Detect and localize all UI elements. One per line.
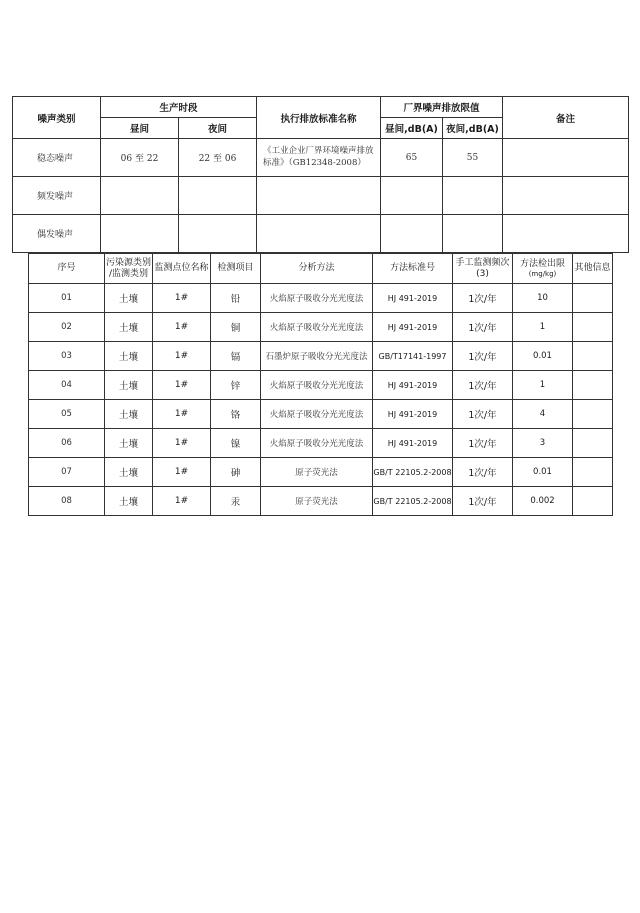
- header-frequency-line1: 手工监测频次: [455, 257, 510, 268]
- row-frequency: 1次/年: [453, 429, 513, 458]
- row-limit: 0.01: [513, 342, 573, 371]
- noise-type: 频发噪声: [13, 177, 101, 215]
- day-period: 06 至 22: [101, 139, 179, 177]
- header-source: [105, 254, 153, 284]
- header-standard-name: 执行排放标准名称: [257, 97, 381, 139]
- header-noise-type: 噪声类别: [13, 97, 101, 139]
- row-method-std: GB/T 22105.2-2008: [373, 458, 453, 487]
- row-limit: 1: [513, 313, 573, 342]
- header-boundary-limit: 厂界噪声排放限值: [381, 97, 503, 118]
- noise-limit-table: [12, 96, 629, 253]
- row-method: 火焰原子吸收分光光度法: [261, 284, 373, 313]
- row-limit: 10: [513, 284, 573, 313]
- row-method: 原子荧光法: [261, 487, 373, 516]
- row-item: 汞: [211, 487, 261, 516]
- row-frequency: 1次/年: [453, 284, 513, 313]
- row-point: 1#: [153, 400, 211, 429]
- header-seq: 序号: [29, 254, 105, 284]
- table-row: [29, 429, 613, 458]
- header-production-period: 生产时段: [101, 97, 257, 118]
- day-period: [101, 215, 179, 253]
- row-other: [573, 313, 613, 342]
- row-method-std: HJ 491-2019: [373, 284, 453, 313]
- row-point: 1#: [153, 284, 211, 313]
- row-seq: 05: [29, 400, 105, 429]
- row-item: 铬: [211, 400, 261, 429]
- header-limit: [513, 254, 573, 284]
- row-seq: 08: [29, 487, 105, 516]
- table-row: [29, 284, 613, 313]
- table-row: [29, 400, 613, 429]
- row-item: 铅: [211, 284, 261, 313]
- row-other: [573, 342, 613, 371]
- standard-name: [257, 215, 381, 253]
- header-limit-line1: 方法检出限: [519, 258, 565, 269]
- row-point: 1#: [153, 429, 211, 458]
- night-limit: 55: [443, 139, 503, 177]
- row-point: 1#: [153, 487, 211, 516]
- row-frequency: 1次/年: [453, 487, 513, 516]
- row-method-std: GB/T17141-1997: [373, 342, 453, 371]
- table-row: [29, 313, 613, 342]
- header-night-db: 夜间,dB(A): [443, 118, 503, 139]
- row-other: [573, 487, 613, 516]
- row-other: [573, 429, 613, 458]
- row-frequency: 1次/年: [453, 458, 513, 487]
- night-period: 22 至 06: [179, 139, 257, 177]
- day-limit: [381, 215, 443, 253]
- header-source-line2: /监测类别: [108, 268, 149, 279]
- row-limit: 4: [513, 400, 573, 429]
- row-other: [573, 400, 613, 429]
- row-source: 土壤: [105, 371, 153, 400]
- row-seq: 06: [29, 429, 105, 458]
- row-method-std: HJ 491-2019: [373, 400, 453, 429]
- row-point: 1#: [153, 458, 211, 487]
- row-source: 土壤: [105, 458, 153, 487]
- row-frequency: 1次/年: [453, 313, 513, 342]
- row-method: 原子荧光法: [261, 458, 373, 487]
- header-frequency-line2: (3): [476, 268, 489, 279]
- header-other: 其他信息: [573, 254, 613, 284]
- night-period: [179, 177, 257, 215]
- remark: [503, 177, 629, 215]
- row-method: 火焰原子吸收分光光度法: [261, 429, 373, 458]
- row-limit: 0.01: [513, 458, 573, 487]
- row-method: 火焰原子吸收分光光度法: [261, 313, 373, 342]
- row-limit: 0.002: [513, 487, 573, 516]
- header-remarks: 备注: [503, 97, 629, 139]
- header-method-std: 方法标准号: [373, 254, 453, 284]
- row-item: 锌: [211, 371, 261, 400]
- row-seq: 02: [29, 313, 105, 342]
- row-limit: 3: [513, 429, 573, 458]
- table-row: [29, 371, 613, 400]
- table-row: [29, 487, 613, 516]
- night-limit: [443, 215, 503, 253]
- row-source: 土壤: [105, 284, 153, 313]
- standard-name: [257, 177, 381, 215]
- header-item: 检测项目: [211, 254, 261, 284]
- day-period: [101, 177, 179, 215]
- row-seq: 07: [29, 458, 105, 487]
- row-frequency: 1次/年: [453, 400, 513, 429]
- row-method-std: HJ 491-2019: [373, 313, 453, 342]
- row-seq: 03: [29, 342, 105, 371]
- soil-monitoring-table: [28, 253, 613, 516]
- noise-type: 稳态噪声: [13, 139, 101, 177]
- header-point-name: 监测点位名称: [153, 254, 211, 284]
- header-source-line1: 污染源类别: [105, 257, 151, 268]
- table-row: [13, 177, 629, 215]
- row-item: 砷: [211, 458, 261, 487]
- table-row: [13, 215, 629, 253]
- row-limit: 1: [513, 371, 573, 400]
- row-point: 1#: [153, 313, 211, 342]
- day-limit: 65: [381, 139, 443, 177]
- row-point: 1#: [153, 342, 211, 371]
- row-source: 土壤: [105, 429, 153, 458]
- header-method: 分析方法: [261, 254, 373, 284]
- noise-type: 偶发噪声: [13, 215, 101, 253]
- day-limit: [381, 177, 443, 215]
- row-other: [573, 371, 613, 400]
- table-row: [29, 342, 613, 371]
- row-other: [573, 284, 613, 313]
- row-seq: 04: [29, 371, 105, 400]
- row-point: 1#: [153, 371, 211, 400]
- remark: [503, 139, 629, 177]
- row-method: 火焰原子吸收分光光度法: [261, 371, 373, 400]
- row-frequency: 1次/年: [453, 371, 513, 400]
- header-frequency: [453, 254, 513, 284]
- header-limit-line2: (mg/kg): [528, 269, 557, 278]
- row-method-std: HJ 491-2019: [373, 429, 453, 458]
- standard-name: 《工业企业厂界环境噪声排放标准》（GB12348-2008）: [257, 139, 381, 177]
- row-frequency: 1次/年: [453, 342, 513, 371]
- night-period: [179, 215, 257, 253]
- header-day: 昼间: [101, 118, 179, 139]
- night-limit: [443, 177, 503, 215]
- row-method-std: GB/T 22105.2-2008: [373, 487, 453, 516]
- row-source: 土壤: [105, 400, 153, 429]
- row-item: 铜: [211, 313, 261, 342]
- row-seq: 01: [29, 284, 105, 313]
- row-method: 石墨炉原子吸收分光光度法: [261, 342, 373, 371]
- row-method: 火焰原子吸收分光光度法: [261, 400, 373, 429]
- header-day-db: 昼间,dB(A): [381, 118, 443, 139]
- row-source: 土壤: [105, 313, 153, 342]
- table-row: [13, 139, 629, 177]
- row-source: 土壤: [105, 342, 153, 371]
- row-source: 土壤: [105, 487, 153, 516]
- row-item: 镍: [211, 429, 261, 458]
- table-row: [29, 458, 613, 487]
- remark: [503, 215, 629, 253]
- row-method-std: HJ 491-2019: [373, 371, 453, 400]
- row-other: [573, 458, 613, 487]
- row-item: 镉: [211, 342, 261, 371]
- header-night: 夜间: [179, 118, 257, 139]
